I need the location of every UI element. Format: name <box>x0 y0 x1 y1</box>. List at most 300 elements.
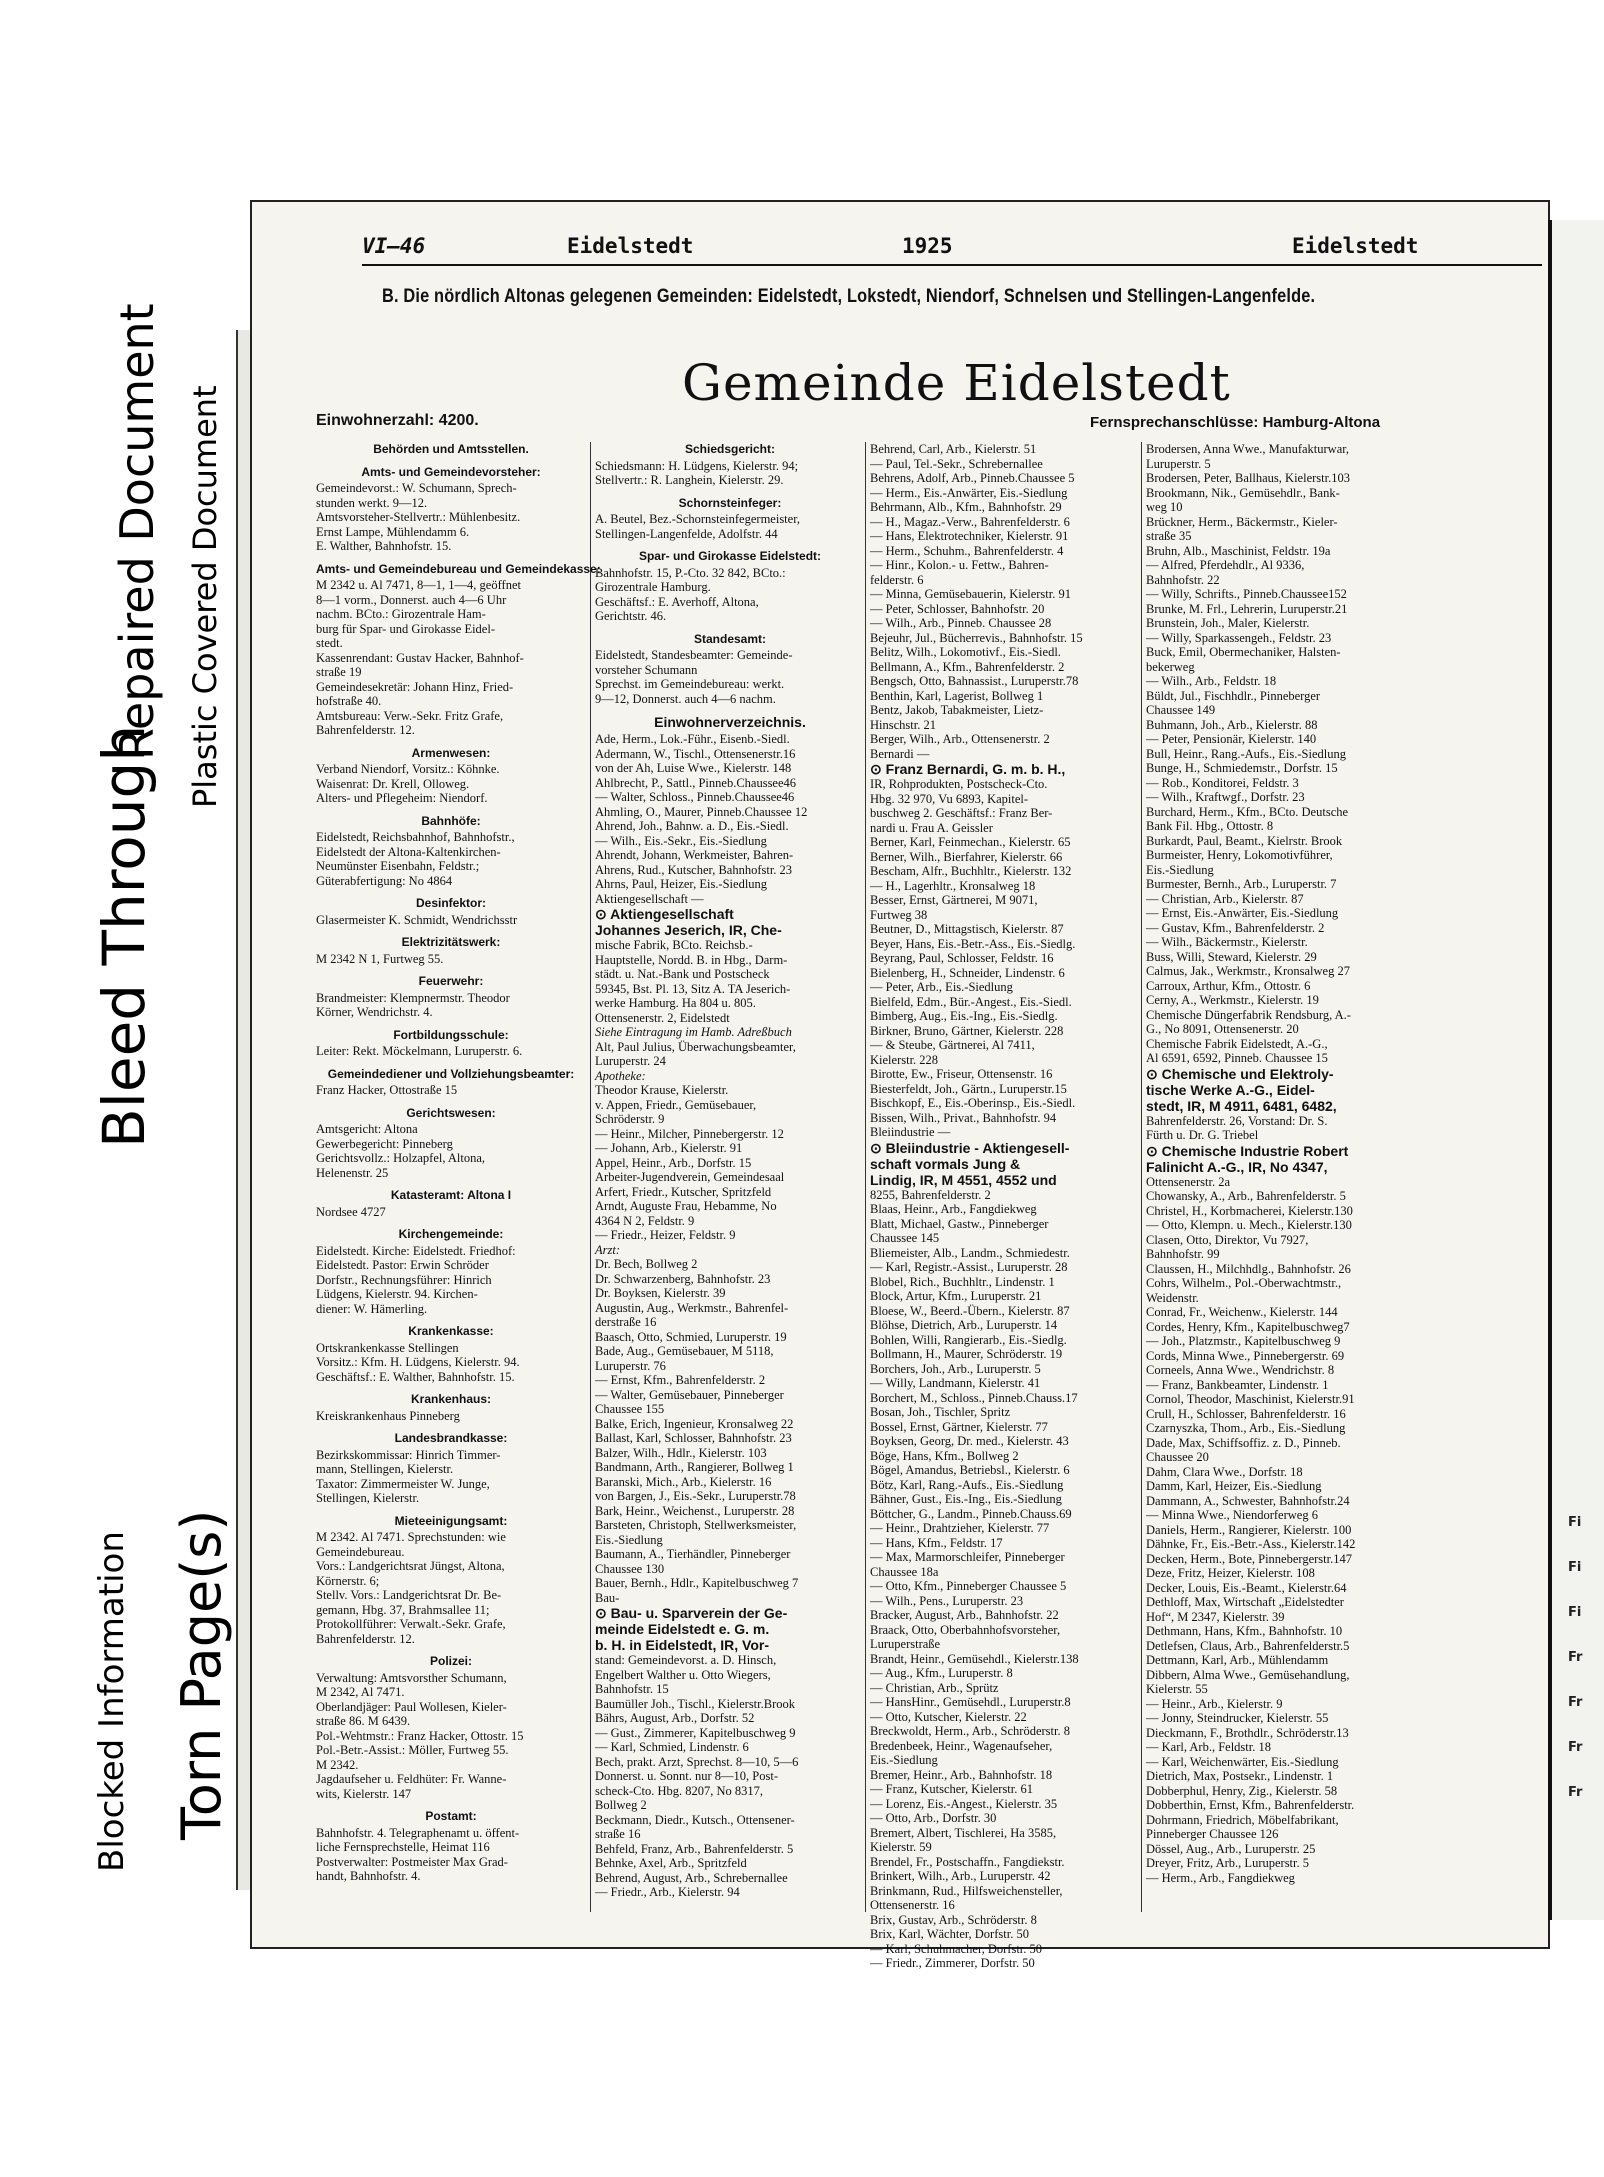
directory-line: Pinneberger Chaussee 126 <box>1146 1827 1279 1841</box>
directory-line: Bremer, Heinr., Arb., Bahnhofstr. 18 <box>870 1767 1053 1782</box>
directory-line: Gerichtstr. 46. <box>595 609 667 623</box>
directory-line: — Hinr., Kolon.- u. Fettw., Bahren- <box>870 558 1049 572</box>
directory-line: Hbg. 32 970, Vu 6893, Kapitel- <box>870 791 1029 806</box>
directory-line: — H., Magaz.-Verw., Bahrenfelderstr. 6 <box>870 514 1070 529</box>
directory-line: M 2342. Al 7471. Sprechstunden: wie <box>316 1530 506 1544</box>
directory-line: straße 35 <box>1146 529 1192 543</box>
directory-line: Bandmann, Arth., Rangierer, Bollweg 1 <box>595 1460 794 1474</box>
directory-line: Bescham, Alfr., Buchhltr., Kielerstr. 132 <box>870 864 1072 878</box>
directory-line: Lüdgens, Kielerstr. 94. Kirchen- <box>316 1287 478 1301</box>
directory-line: Leiter: Rekt. Möckelmann, Luruperstr. 6. <box>316 1044 523 1058</box>
directory-line: Bährs, August, Arb., Dorfstr. 52 <box>595 1711 755 1725</box>
directory-line: tische Werke A.-G., Eidel- <box>1146 1081 1315 1098</box>
directory-line: Ahmling, O., Maurer, Pinneb.Chaussee 12 <box>595 804 808 819</box>
directory-line: Luruperstr. 24 <box>595 1054 666 1068</box>
directory-line: Boyksen, Georg, Dr. med., Kielerstr. 43 <box>870 1434 1069 1448</box>
directory-line: Luruperstr. 5 <box>1146 456 1211 471</box>
directory-line: Behrend, August, Arb., Schrebernallee <box>595 1870 788 1885</box>
scanned-page <box>250 200 1550 1970</box>
directory-line: — Otto, Kfm., Pinneberger Chaussee 5 <box>870 1579 1067 1593</box>
directory-line: stand: Gemeindevorst. a. D. Hinsch, <box>595 1653 777 1667</box>
directory-line: Bech, prakt. Arzt, Sprechst. 8—10, 5—6 <box>595 1754 799 1769</box>
directory-line: — Wilh., Bäckermstr., Kielerstr. <box>1146 935 1308 949</box>
directory-line: Ade, Herm., Lok.-Führ., Eisenb.-Siedl. <box>595 732 790 746</box>
directory-line: — Peter, Schlosser, Bahnhofstr. 20 <box>870 601 1045 616</box>
directory-line: — Karl, Schmied, Lindenstr. 6 <box>595 1740 749 1754</box>
directory-line: M 2342. <box>316 1757 359 1772</box>
directory-line: Nordsee 4727 <box>316 1204 386 1219</box>
directory-line: Brookmann, Nik., Gemüsehdlr., Bank- <box>1146 485 1340 500</box>
page-number: VI—46 <box>362 234 426 258</box>
directory-line: Dössel, Aug., Arb., Luruperstr. 25 <box>1146 1841 1316 1856</box>
directory-line: — Wilh., Kraftwgf., Dorfstr. 23 <box>1146 790 1305 804</box>
text-column-1 <box>316 442 601 1912</box>
directory-line: Fürth u. Dr. G. Triebel <box>1146 1128 1259 1142</box>
directory-line: Verband Niendorf, Vorsitz.: Köhnke. <box>316 762 500 776</box>
directory-line: Pol.-Betr.-Assist.: Möller, Furtweg 55. <box>316 1743 509 1757</box>
directory-line: Bauer, Bernh., Hdlr., Kapitelbuschweg 7 <box>595 1576 799 1590</box>
directory-line: — Herm., Arb., Fangdiekweg <box>1146 1870 1295 1885</box>
directory-line: Gemeindebureau. <box>316 1544 405 1559</box>
directory-line: Besser, Ernst, Gärtnerei, M 9071, <box>870 893 1038 907</box>
directory-line: Bunge, H., Schmiedemstr., Dorfstr. 15 <box>1146 761 1338 775</box>
section-heading-line: Desinfektor: <box>415 896 486 910</box>
directory-line: diener: W. Hämerling. <box>316 1301 428 1316</box>
header-place-right: Eidelstedt <box>1292 234 1419 258</box>
directory-line: Bögel, Amandus, Betriebsl., Kielerstr. 6 <box>870 1463 1070 1477</box>
directory-line: — Wilh., Arb., Feldstr. 18 <box>1146 674 1277 688</box>
directory-line: scheck-Cto. Hbg. 8207, No 8317, <box>595 1783 764 1798</box>
directory-line: Behnke, Axel, Arb., Spritzfeld <box>595 1856 747 1870</box>
directory-line: Ahrens, Rud., Kutscher, Bahnhofstr. 23 <box>595 862 793 877</box>
directory-line: M 2342 N 1, Furtweg 55. <box>316 951 444 966</box>
directory-line: — Joh., Platzmstr., Kapitelbuschweg 9 <box>1146 1334 1341 1348</box>
directory-line: Brodersen, Peter, Ballhaus, Kielerstr.103 <box>1146 471 1350 485</box>
directory-line: Ottensenerstr. 2, Eidelstedt <box>595 1010 730 1025</box>
directory-line: Blobel, Rich., Buchhltr., Lindenstr. 1 <box>870 1274 1055 1289</box>
directory-line: — Christian, Arb., Kielerstr. 87 <box>1146 891 1304 906</box>
directory-line: werke Hamburg. Ha 804 u. 805. <box>595 996 756 1010</box>
directory-line: Bruhn, Alb., Maschinist, Feldstr. 19a <box>1146 543 1331 558</box>
directory-line: Chowansky, A., Arb., Bahrenfelderstr. 5 <box>1146 1189 1346 1203</box>
section-heading-line: Schiedsgericht: <box>684 442 776 456</box>
column-rule <box>865 442 866 1912</box>
directory-line: — Karl, Weichenwärter, Eis.-Siedlung <box>1146 1754 1339 1769</box>
directory-line: Brix, Gustav, Arb., Schröderstr. 8 <box>870 1912 1037 1927</box>
directory-line: — HansHinr., Gemüsehdl., Luruperstr.8 <box>870 1695 1071 1709</box>
adjacent-page-fragment: Fr <box>1568 1785 1583 1800</box>
directory-line: Balzer, Wilh., Hdlr., Kielerstr. 103 <box>595 1445 767 1460</box>
directory-line: Pol.-Wehtmstr.: Franz Hacker, Ottostr. 15 <box>316 1728 524 1743</box>
directory-line: Daniels, Herm., Rangierer, Kielerstr. 100 <box>1146 1522 1352 1537</box>
directory-line: — Aug., Kfm., Luruperstr. 8 <box>870 1666 1013 1680</box>
directory-line: stunden werkt. 9—12. <box>316 495 428 510</box>
directory-line: Theodor Krause, Kielerstr. <box>595 1083 729 1097</box>
directory-line: Brix, Karl, Wächter, Dorfstr. 50 <box>870 1927 1029 1941</box>
directory-line: Birkner, Bruno, Gärtner, Kielerstr. 228 <box>870 1023 1064 1038</box>
directory-line: Bahnhofstr. 15, P.-Cto. 32 842, BCto.: <box>595 565 786 580</box>
directory-line: Weidenstr. <box>1146 1290 1199 1305</box>
directory-line: ⊙ Bau- u. Sparverein der Ge- <box>595 1605 788 1621</box>
directory-line: Berger, Wilh., Arb., Ottensenerstr. 2 <box>870 732 1050 746</box>
directory-line: straße 86. M 6439. <box>316 1714 411 1728</box>
directory-line: Brunstein, Joh., Maler, Kielerstr. <box>1146 616 1310 630</box>
directory-line: Bark, Heinr., Weichenst., Luruperstr. 28 <box>595 1503 795 1518</box>
directory-line: Bank Fil. Hbg., Ottostr. 8 <box>1146 819 1274 833</box>
directory-line: Cornol, Theodor, Maschinist, Kielerstr.91 <box>1146 1392 1355 1406</box>
section-heading-line: Spar- und Girokasse Eidelstedt: <box>638 549 822 563</box>
directory-line: Czarnyszka, Thom., Arb., Eis.-Siedlung <box>1146 1421 1346 1435</box>
directory-line: — Heinr., Arb., Kielerstr. 9 <box>1146 1696 1283 1711</box>
directory-line: — Hans, Kfm., Feldstr. 17 <box>870 1535 1003 1550</box>
directory-line: Bähner, Gust., Eis.-Ing., Eis.-Siedlung <box>870 1492 1062 1506</box>
directory-line: Dobberthin, Ernst, Kfm., Bahrenfelderstr. <box>1146 1798 1355 1812</box>
directory-line: Barsteten, Christoph, Stellwerksmeister, <box>595 1518 797 1532</box>
directory-line: Beutner, D., Mittagstisch, Kielerstr. 87 <box>870 922 1064 936</box>
directory-line: — Max, Marmorschleifer, Pinneberger <box>870 1550 1065 1564</box>
directory-line: Bötz, Karl, Rang.-Aufs., Eis.-Siedlung <box>870 1477 1064 1492</box>
directory-line: Stellingen, Kielerstr. <box>316 1491 420 1505</box>
directory-line: Eis.-Siedlung <box>595 1532 663 1547</box>
directory-line: — Willy, Schrifts., Pinneb.Chaussee152 <box>1146 587 1347 601</box>
directory-line: Lindig, IR, M 4551, 4552 und <box>870 1171 1057 1188</box>
directory-line: ⊙ Bleiindustrie - Aktiengesell- <box>870 1139 1070 1156</box>
directory-line: Brinkmann, Rud., Hilfsweichensteller, <box>870 1883 1063 1898</box>
section-heading-line: Bahnhöfe: <box>421 813 481 828</box>
directory-line: hofstraße 40. <box>316 694 382 708</box>
directory-line: Bade, Aug., Gemüsebauer, M 5118, <box>595 1344 774 1358</box>
directory-line: Oberlandjäger: Paul Wollesen, Kieler- <box>316 1699 507 1714</box>
directory-line: ⊙ Chemische und Elektroly- <box>1146 1065 1334 1082</box>
directory-line: Baumann, A., Tierhändler, Pinneberger <box>595 1547 791 1561</box>
directory-line: b. H. in Eidelstedt, IR, Vor- <box>595 1637 769 1653</box>
directory-line: Ahlbrecht, P., Sattl., Pinneb.Chaussee46 <box>595 775 797 790</box>
directory-line: stedt, IR, M 4911, 6481, 6482, <box>1146 1097 1337 1114</box>
directory-line: — Gustav, Kfm., Bahrenfelderstr. 2 <box>1146 920 1325 935</box>
directory-line: wits, Kielerstr. 147 <box>316 1786 412 1801</box>
directory-line: liche Fernsprechstelle, Heimat 116 <box>316 1840 490 1854</box>
directory-line: Dorfstr., Rechnungsführer: Hinrich <box>316 1272 492 1287</box>
directory-line: Buhmann, Joh., Arb., Kielerstr. 88 <box>1146 717 1318 732</box>
directory-line: Bahrenfelderstr. 12. <box>316 1631 415 1646</box>
directory-line: Eis.-Siedlung <box>870 1753 938 1767</box>
directory-line: Cerny, A., Werkmstr., Kielerstr. 19 <box>1146 993 1319 1007</box>
directory-line: — Walter, Schloss., Pinneb.Chaussee46 <box>595 790 795 804</box>
directory-line: Chaussee 130 <box>595 1561 665 1576</box>
directory-line: — Otto, Klempn. u. Mech., Kielerstr.130 <box>1146 1218 1352 1232</box>
directory-line: — Gust., Zimmerer, Kapitelbuschweg 9 <box>595 1725 796 1740</box>
directory-line: Bollweg 2 <box>595 1798 647 1812</box>
directory-line: Eis.-Siedlung <box>1146 862 1214 877</box>
directory-line: Bliemeister, Alb., Landm., Schmiedestr. <box>870 1245 1070 1260</box>
directory-line: Girozentrale Hamburg. <box>595 580 711 594</box>
section-heading-line: Landesbrandkasse: <box>394 1431 508 1445</box>
directory-line: Chaussee 18a <box>870 1564 939 1579</box>
section-heading-line: Amts- und Gemeindebureau und Gemeindekasse: <box>316 561 601 576</box>
directory-line: Carroux, Arthur, Kfm., Ottostr. 6 <box>1146 978 1311 993</box>
directory-line: 59345, Bst. Pl. 13, Sitz A. TA Jeserich- <box>595 981 791 996</box>
directory-line: Ballast, Karl, Schlosser, Bahnhofstr. 23 <box>595 1431 792 1445</box>
directory-line: Bloese, W., Beerd.-Übern., Kielerstr. 87 <box>870 1303 1070 1318</box>
directory-line: Helenenstr. 25 <box>316 1165 389 1180</box>
directory-line: — Ernst, Eis.-Anwärter, Eis.-Siedlung <box>1146 906 1339 920</box>
directory-line: Bossel, Ernst, Gärtner, Kielerstr. 77 <box>870 1419 1048 1434</box>
directory-line: Ahrendt, Johann, Werkmeister, Bahren- <box>595 848 794 862</box>
directory-line: Böttcher, G., Landm., Pinneb.Chauss.69 <box>870 1506 1072 1521</box>
adjacent-page-fragment: Fi <box>1568 1515 1582 1530</box>
text-column-2 <box>595 442 865 1912</box>
directory-line: Brunke, M. Frl., Lehrerin, Luruperstr.21 <box>1146 601 1348 616</box>
directory-line: Behrens, Adolf, Arb., Pinneb.Chaussee 5 <box>870 471 1075 485</box>
directory-line: Bredenbeek, Heinr., Wagenaufseher, <box>870 1738 1053 1753</box>
directory-line: v. Appen, Friedr., Gemüsebauer, <box>595 1097 757 1112</box>
section-heading-line: Krankenhaus: <box>410 1392 492 1406</box>
directory-line: — Otto, Arb., Dorfstr. 30 <box>870 1811 997 1825</box>
directory-line: buschweg 2. Geschäftsf.: Franz Ber- <box>870 806 1053 820</box>
directory-line: 8—1 vorm., Donnerst. auch 4—6 Uhr <box>316 592 507 607</box>
directory-line: Brückner, Herm., Bäckermstr., Kieler- <box>1146 514 1338 529</box>
directory-line: stedt. <box>316 636 343 650</box>
directory-line: Bielenberg, H., Schneider, Lindenstr. 6 <box>870 965 1065 980</box>
directory-line: Schiedsmann: H. Lüdgens, Kielerstr. 94; <box>595 458 799 473</box>
directory-line: Bahrenfelderstr. 26, Vorstand: Dr. S. <box>1146 1113 1328 1128</box>
directory-line: ⊙ Franz Bernardi, G. m. b. H., <box>870 761 1066 777</box>
section-heading-line: Katasteramt: Altona I <box>390 1188 512 1202</box>
directory-line: Decken, Herm., Bote, Pinnebergerstr.147 <box>1146 1551 1352 1566</box>
label-blocked-information: Blocked Information <box>92 1531 132 1872</box>
directory-line: Bejeuhr, Jul., Bücherrevis., Bahnhofstr. 15 <box>870 630 1083 645</box>
directory-line: — Friedr., Heizer, Feldstr. 9 <box>595 1228 736 1242</box>
directory-line: IR, Rohprodukten, Postscheck-Cto. <box>870 777 1048 791</box>
adjacent-page-fragment: Fi <box>1568 1560 1582 1575</box>
directory-line: Bollmann, H., Maurer, Schröderstr. 19 <box>870 1347 1063 1361</box>
directory-line: Detlefsen, Claus, Arb., Bahrenfelderstr.5 <box>1146 1638 1350 1653</box>
directory-line: Christel, H., Korbmacherei, Kielerstr.130 <box>1146 1203 1353 1218</box>
directory-line: Protokollführer: Verwalt.-Sekr. Grafe, <box>316 1617 506 1631</box>
directory-line: Ahrend, Joh., Bahnw. a. D., Eis.-Siedl. <box>595 819 789 833</box>
directory-line: Apotheke: <box>595 1068 646 1083</box>
directory-line: weg 10 <box>1146 500 1183 514</box>
directory-line: Kielerstr. 55 <box>1146 1682 1208 1696</box>
directory-line: Burmeister, Henry, Lokomotivführer, <box>1146 848 1333 862</box>
directory-line: Bahnhofstr. 22 <box>1146 572 1220 587</box>
directory-line: Dobberphul, Henry, Zig., Kielerstr. 58 <box>1146 1783 1338 1798</box>
directory-line: — Jonny, Steindrucker, Kielerstr. 55 <box>1146 1711 1329 1725</box>
directory-line: von Bargen, J., Eis.-Sekr., Luruperstr.78 <box>595 1489 796 1503</box>
directory-line: — Otto, Kutscher, Kielerstr. 22 <box>870 1709 1027 1724</box>
directory-line: Furtweg 38 <box>870 907 928 922</box>
directory-line: Adermann, W., Tischl., Ottensenerstr.16 <box>595 746 796 761</box>
directory-line: Clasen, Otto, Direktor, Vu 7927, <box>1146 1232 1309 1247</box>
directory-line: Bull, Heinr., Rang.-Aufs., Eis.-Siedlung <box>1146 746 1346 761</box>
directory-line: Arndt, Auguste Frau, Hebamme, No <box>595 1199 777 1213</box>
directory-line: — Alfred, Pferdehdlr., Al 9336, <box>1146 558 1305 572</box>
directory-line: Baranski, Mich., Arb., Kielerstr. 16 <box>595 1474 772 1489</box>
directory-line: Bosan, Joh., Tischler, Spritz <box>870 1405 1011 1419</box>
directory-line: — Franz, Kutscher, Kielerstr. 61 <box>870 1782 1034 1796</box>
directory-line: Berner, Wilh., Bierfahrer, Kielerstr. 66 <box>870 849 1063 864</box>
directory-line: Amtsbureau: Verw.-Sekr. Fritz Grafe, <box>316 708 504 723</box>
directory-line: — Herm., Schuhm., Bahrenfelderstr. 4 <box>870 543 1064 558</box>
directory-line: Dethmann, Hans, Kfm., Bahnhofstr. 10 <box>1146 1624 1343 1638</box>
directory-line: Bahrenfelderstr. 12. <box>316 723 415 737</box>
section-heading-line: Mieteeinigungsamt: <box>394 1513 508 1528</box>
directory-line: Eidelstedt. Pastor: Erwin Schröder <box>316 1258 489 1272</box>
adjacent-page-fragment: Fr <box>1568 1650 1583 1665</box>
directory-line: Bezirkskommissar: Hinrich Timmer- <box>316 1447 501 1462</box>
directory-line: Deze, Fritz, Heizer, Kielerstr. 108 <box>1146 1566 1315 1580</box>
directory-line: Chaussee 155 <box>595 1402 665 1416</box>
directory-line: — Wilh., Eis.-Sekr., Eis.-Siedlung <box>595 833 767 848</box>
header-place-left: Eidelstedt <box>567 234 694 258</box>
directory-line: Augustin, Aug., Werkmstr., Bahrenfel- <box>595 1300 789 1315</box>
section-heading-line: Amts- und Gemeindevorsteher: <box>361 464 541 479</box>
directory-line: 9—12, Donnerst. auch 4—6 nachm. <box>595 691 776 706</box>
directory-line: vorsteher Schumann <box>595 662 698 677</box>
directory-line: Taxator: Zimmermeister W. Junge, <box>316 1476 490 1491</box>
directory-line: Hof“, M 2347, Kielerstr. 39 <box>1146 1609 1285 1624</box>
directory-line: Conrad, Fr., Weichenw., Kielerstr. 144 <box>1146 1305 1338 1319</box>
text-column-4 <box>1146 442 1416 1912</box>
directory-line: Neumünster Eisenbahn, Feldstr.; <box>316 859 480 873</box>
directory-line: — Willy, Landmann, Kielerstr. 41 <box>870 1376 1041 1390</box>
directory-line: — Karl, Arb., Feldstr. 18 <box>1146 1740 1271 1754</box>
adjacent-page-edge <box>1548 220 1604 1920</box>
directory-line: — Heinr., Drahtzieher, Kielerstr. 77 <box>870 1521 1050 1535</box>
directory-line: — Friedr., Arb., Kielerstr. 94 <box>595 1885 740 1899</box>
directory-line: Johannes Jeserich, IR, Che- <box>595 922 782 938</box>
directory-line: Chemische Düngerfabrik Rendsburg, A.- <box>1146 1007 1351 1022</box>
directory-line: Alters- und Pflegeheim: Niendorf. <box>316 791 488 805</box>
section-heading-line: Behörden und Amtsstellen. <box>373 442 529 456</box>
directory-line: handt, Bahnhofstr. 4. <box>316 1869 421 1883</box>
directory-line: Chemische Fabrik Eidelstedt, A.-G., <box>1146 1036 1328 1051</box>
directory-line: Brodersen, Anna Wwe., Manufakturwar, <box>1146 442 1350 456</box>
directory-line: Dibbern, Alma Wwe., Gemüsehandlung, <box>1146 1667 1350 1682</box>
column-rule <box>1141 442 1142 1912</box>
section-heading-line: Armenwesen: <box>411 745 491 760</box>
section-heading-line: Schornsteinfeger: <box>678 495 782 510</box>
directory-line: Kielerstr. 228 <box>870 1052 939 1067</box>
directory-line: — Wilh., Arb., Pinneb. Chaussee 28 <box>870 616 1052 630</box>
directory-line: Bissen, Wilh., Privat., Bahnhofstr. 94 <box>870 1110 1057 1125</box>
directory-line: straße 16 <box>595 1827 641 1841</box>
directory-line: nachm. BCto.: Girozentrale Ham- <box>316 607 486 621</box>
directory-line: — Ernst, Kfm., Bahrenfelderstr. 2 <box>595 1373 766 1387</box>
directory-line: Franz Hacker, Ottostraße 15 <box>316 1083 458 1097</box>
directory-line: Biesterfeldt, Joh., Gärtn., Luruperstr.15 <box>870 1081 1067 1096</box>
directory-line: Burmester, Bernh., Arb., Luruperstr. 7 <box>1146 877 1337 891</box>
directory-line: Hinschstr. 21 <box>870 717 936 732</box>
directory-line: Bimberg, Aug., Eis.-Ing., Eis.-Siedlg. <box>870 1009 1058 1023</box>
directory-line: Postverwalter: Postmeister Max Grad- <box>316 1854 508 1869</box>
directory-line: Beckmann, Diedr., Kutsch., Ottensener- <box>595 1812 795 1827</box>
directory-line: Gemeindevorst.: W. Schumann, Sprech- <box>316 481 517 495</box>
directory-line: Balke, Erich, Ingenieur, Kronsalweg 22 <box>595 1416 794 1431</box>
directory-line: bekerweg <box>1146 659 1195 674</box>
directory-line: Böge, Hans, Kfm., Bollweg 2 <box>870 1448 1019 1463</box>
directory-line: Ottensenerstr. 16 <box>870 1898 955 1912</box>
directory-line: schaft vormals Jung & <box>870 1155 1021 1172</box>
directory-line: Brendel, Fr., Postschaffn., Fangdiekstr. <box>870 1854 1065 1869</box>
directory-line: Dohrmann, Friedrich, Möbelfabrikant, <box>1146 1812 1339 1827</box>
directory-line: burg für Spar- und Girokasse Eidel- <box>316 621 495 636</box>
section-heading-line: Gerichtswesen: <box>406 1105 496 1120</box>
directory-line: Bernardi — <box>870 746 930 761</box>
section-heading-line: Elektrizitätswerk: <box>401 935 501 949</box>
directory-line: Bau- <box>595 1590 620 1605</box>
directory-line: — Karl, Schuhmacher, Dorfstr. 50 <box>870 1941 1043 1956</box>
directory-line: — Lorenz, Eis.-Angest., Kielerstr. 35 <box>870 1796 1058 1811</box>
directory-line: Bracker, August, Arb., Bahnhofstr. 22 <box>870 1608 1059 1622</box>
directory-line: Kielerstr. 59 <box>870 1840 932 1854</box>
section-heading-line: Feuerwehr: <box>418 974 484 988</box>
directory-line: Blaas, Heinr., Arb., Fangdiekweg <box>870 1202 1037 1216</box>
directory-line: Glasermeister K. Schmidt, Wendrichsstr <box>316 912 518 927</box>
directory-line: — Heinr., Milcher, Pinnebergerstr. 12 <box>595 1126 784 1141</box>
header-year: 1925 <box>902 234 953 258</box>
directory-line: Büldt, Jul., Fischhdlr., Pinneberger <box>1146 688 1321 703</box>
directory-line: Geschäftsf.: E. Walther, Bahnhofstr. 15. <box>316 1369 515 1384</box>
directory-line: Dähnke, Fr., Eis.-Betr.-Ass., Kielerstr.142 <box>1146 1537 1356 1551</box>
directory-line: Geschäftsf.: E. Averhoff, Altona, <box>595 594 759 609</box>
directory-line: Eidelstedt, Reichsbahnhof, Bahnhofstr., <box>316 830 515 844</box>
directory-line: — Karl, Registr.-Assist., Luruperstr. 28 <box>870 1260 1068 1274</box>
directory-line: Burkardt, Paul, Beamt., Kielrstr. Brook <box>1146 833 1343 848</box>
section-heading-line: Krankenkasse: <box>408 1324 494 1338</box>
directory-line: E. Walther, Bahnhofstr. 15. <box>316 539 452 553</box>
directory-line: Körner, Wendrichstr. 4. <box>316 1005 433 1019</box>
directory-line: Behfeld, Franz, Arb., Bahrenfelderstr. 5 <box>595 1841 794 1856</box>
directory-line: Al 6591, 6592, Pinneb. Chaussee 15 <box>1146 1051 1328 1065</box>
directory-line: Kreiskrankenhaus Pinneberg <box>316 1408 460 1423</box>
directory-line: Stellingen-Langenfelde, Adolfstr. 44 <box>595 526 778 541</box>
directory-line: Sprechst. im Gemeindebureau: werkt. <box>595 677 785 691</box>
directory-line: Gerichtsvollz.: Holzapfel, Altona, <box>316 1151 486 1165</box>
directory-line: Bielfeld, Edm., Bür.-Angest., Eis.-Siedl. <box>870 994 1072 1009</box>
directory-line: Corneels, Anna Wwe., Wendrichstr. 8 <box>1146 1363 1335 1377</box>
directory-line: M 2342 u. Al 7471, 8—1, 1—4, geöffnet <box>316 578 521 592</box>
directory-line: Dammann, A., Schwester, Bahnhofstr.24 <box>1146 1493 1350 1508</box>
directory-line: Engelbert Walther u. Otto Wiegers, <box>595 1667 771 1682</box>
directory-line: — Willy, Sparkassengeh., Feldstr. 23 <box>1146 630 1332 645</box>
directory-line: Dahm, Clara Wwe., Dorfstr. 18 <box>1146 1464 1303 1479</box>
directory-line: Dade, Max, Schiffsoffiz. z. D., Pinneb. <box>1146 1435 1341 1450</box>
directory-line: Borchers, Joh., Arb., Luruperstr. 5 <box>870 1361 1041 1376</box>
directory-line: — Herm., Eis.-Anwärter, Eis.-Siedlung <box>870 485 1068 500</box>
directory-line: Bengsch, Otto, Bahnassist., Luruperstr.78 <box>870 674 1079 688</box>
directory-line: straße 19 <box>316 665 362 679</box>
directory-line: Arbeiter-Jugendverein, Gemeindesaal <box>595 1170 785 1184</box>
directory-line: Gewerbegericht: Pinneberg <box>316 1136 453 1151</box>
directory-line: Körnerstr. 6; <box>316 1573 380 1588</box>
directory-line: Bahnhofstr. 4. Telegraphenamt u. öffent- <box>316 1825 520 1840</box>
directory-line: Eidelstedt, Standesbeamter: Gemeinde- <box>595 648 793 662</box>
section-heading: B. Die nördlich Altonas gelegenen Gemeinden: Eidelstedt, Lokstedt, Niendorf, Schnelsen und Stellingen-Langenfelde. <box>382 286 1316 307</box>
directory-line: Gemeindesekretär: Johann Hinz, Fried- <box>316 679 514 694</box>
directory-line: von der Ah, Luise Wwe., Kielerstr. 148 <box>595 761 792 775</box>
directory-line: Waisenrat: Dr. Krell, Olloweg. <box>316 776 470 791</box>
directory-line: — Walter, Gemüsebauer, Pinneberger <box>595 1387 784 1402</box>
directory-line: Arzt: <box>595 1242 620 1257</box>
label-torn-pages: Torn Page(s) <box>170 1509 233 1840</box>
directory-line: Amtsgericht: Altona <box>316 1122 418 1136</box>
directory-line: Dieckmann, F., Brothdlr., Schröderstr.13 <box>1146 1725 1349 1740</box>
directory-line: Berner, Karl, Feinmechan., Kielerstr. 65 <box>870 835 1071 849</box>
directory-line: Eidelstedt der Altona-Kaltenkirchen- <box>316 844 501 859</box>
directory-line: Borchert, M., Schloss., Pinneb.Chauss.17 <box>870 1390 1078 1405</box>
directory-line: — Peter, Arb., Eis.-Siedlung <box>870 980 1013 994</box>
